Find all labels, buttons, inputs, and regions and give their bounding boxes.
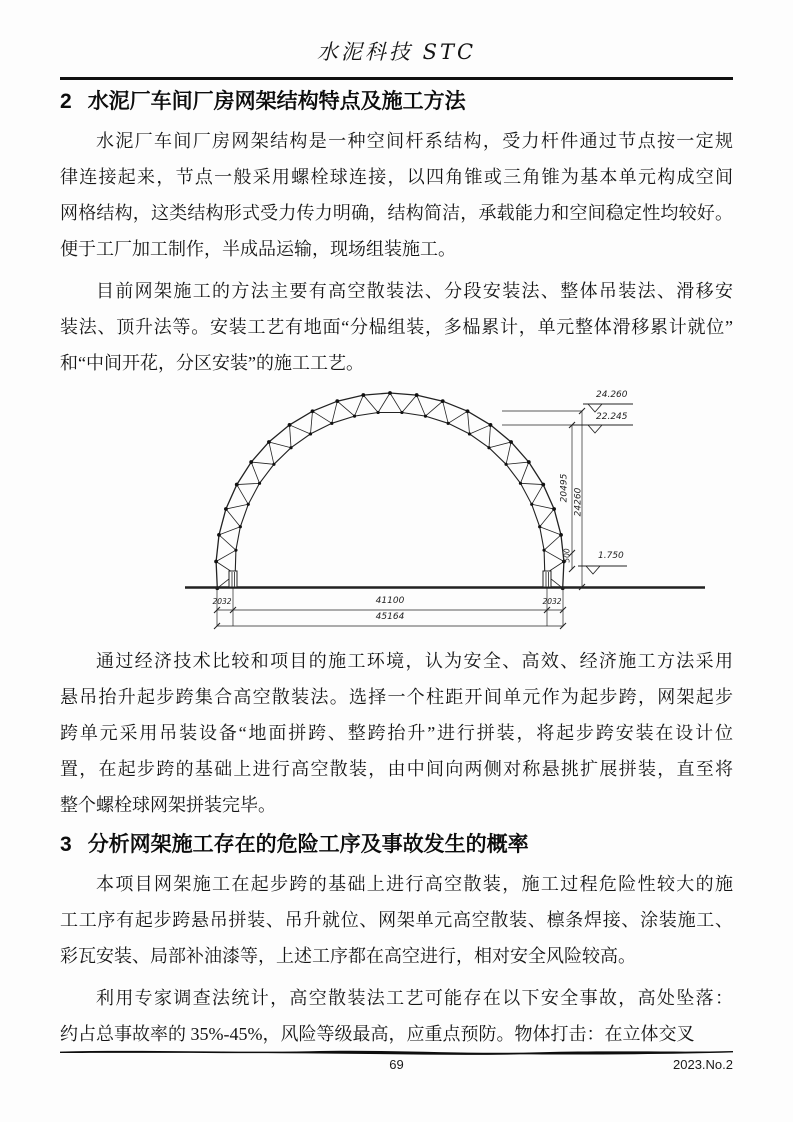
dim-label-offset: 500 [562, 548, 572, 563]
text-line: 悬吊抬升起步跨集合高空散装法。选择一个柱距开间单元作为起步跨，网架起步 [60, 687, 733, 707]
dim-label-side-right: 2032 [542, 597, 562, 606]
page-footer [0, 1048, 793, 1072]
header-rule [60, 77, 733, 80]
page-number: 69 [389, 1057, 404, 1072]
paragraph-method-selection [60, 643, 733, 823]
section-2-heading [60, 87, 733, 117]
text-line: 利用专家调查法统计，高空散装法工艺可能存在以下安全事故，高处坠落： [96, 988, 733, 1008]
text-line: 本项目网架施工在起步跨的基础上进行高空散装，施工过程危险性较大的施 [96, 874, 733, 894]
text-line: 置，在起步跨的基础上进行高空散装，由中间向两侧对称悬挑扩展拼装，直至将 [60, 759, 733, 779]
dim-label-side-left: 2032 [212, 597, 232, 606]
journal-header: 水泥科技 STC [316, 40, 477, 64]
text-line: 网格结构，这类结构形式受力传力明确，结构简洁，承载能力和空间稳定性均较好。 [60, 203, 733, 223]
paragraph-accident-statistics [60, 980, 733, 1052]
text-line: 工工序有起步跨悬吊拼装、吊升就位、网架单元高空散装、檩条焊接、涂装施工、 [60, 910, 733, 930]
dim-label-height-inner: 20495 [559, 473, 570, 503]
paragraph-installation-methods [60, 273, 733, 381]
section-2-title: 水泥厂车间厂房网架结构特点及施工方法 [87, 90, 466, 113]
text-line: 律连接起来，节点一般采用螺栓球连接，以四角锥或三角锥为基本单元构成空间 [60, 167, 733, 187]
text-line: 水泥厂车间厂房网架结构是一种空间杆系结构，受力杆件通过节点按一定规 [96, 131, 733, 151]
section-3-title: 分析网架施工存在的危险工序及事故发生的概率 [87, 833, 529, 856]
text-line: 便于工厂加工制作，半成品运输，现场组装施工。 [60, 239, 456, 259]
elevation-label-eave: 1.750 [598, 551, 624, 561]
elevation-label-top: 24.260 [596, 390, 628, 400]
text-line: 目前网架施工的方法主要有高空散装法、分段安装法、整体吊装法、滑移安 [96, 281, 733, 301]
section-3-heading [60, 830, 733, 860]
paragraph-dangerous-processes [60, 866, 733, 974]
dim-label-span: 41100 [375, 596, 405, 606]
text-line: 和“中间开花，分区安装”的施工工艺。 [60, 353, 364, 373]
text-line: 整个螺栓球网架拼装完毕。 [60, 795, 276, 815]
issue-label: 2023.No.2 [673, 1057, 733, 1072]
section-3-number: 3 [60, 833, 72, 856]
text-line: 彩瓦安装、局部补油漆等，上述工序都在高空进行，相对安全风险较高。 [60, 946, 636, 966]
text-line: 通过经济技术比较和项目的施工环境，认为安全、高效、经济施工方法采用 [96, 651, 733, 671]
section-2-number: 2 [60, 90, 72, 113]
footer-rule [60, 1048, 733, 1056]
dim-label-height-outer: 24260 [573, 487, 584, 517]
text-line: 装法、顶升法等。安装工艺有地面“分榀组装，多榀累计，单元整体滑移累计就位” [60, 317, 733, 337]
paragraph-structure-features [60, 123, 733, 267]
elevation-label-second: 22.245 [596, 412, 628, 422]
text-line: 跨单元采用吊装设备“地面拼跨、整跨抬升”进行拼装，将起步跨安装在设计位 [60, 723, 733, 743]
text-line: 约占总事故率的 35%-45%，风险等级最高，应重点预防。物体打击：在立体交叉 [60, 1024, 695, 1044]
dim-label-total: 45164 [375, 612, 405, 622]
arch-truss-figure [150, 385, 750, 637]
